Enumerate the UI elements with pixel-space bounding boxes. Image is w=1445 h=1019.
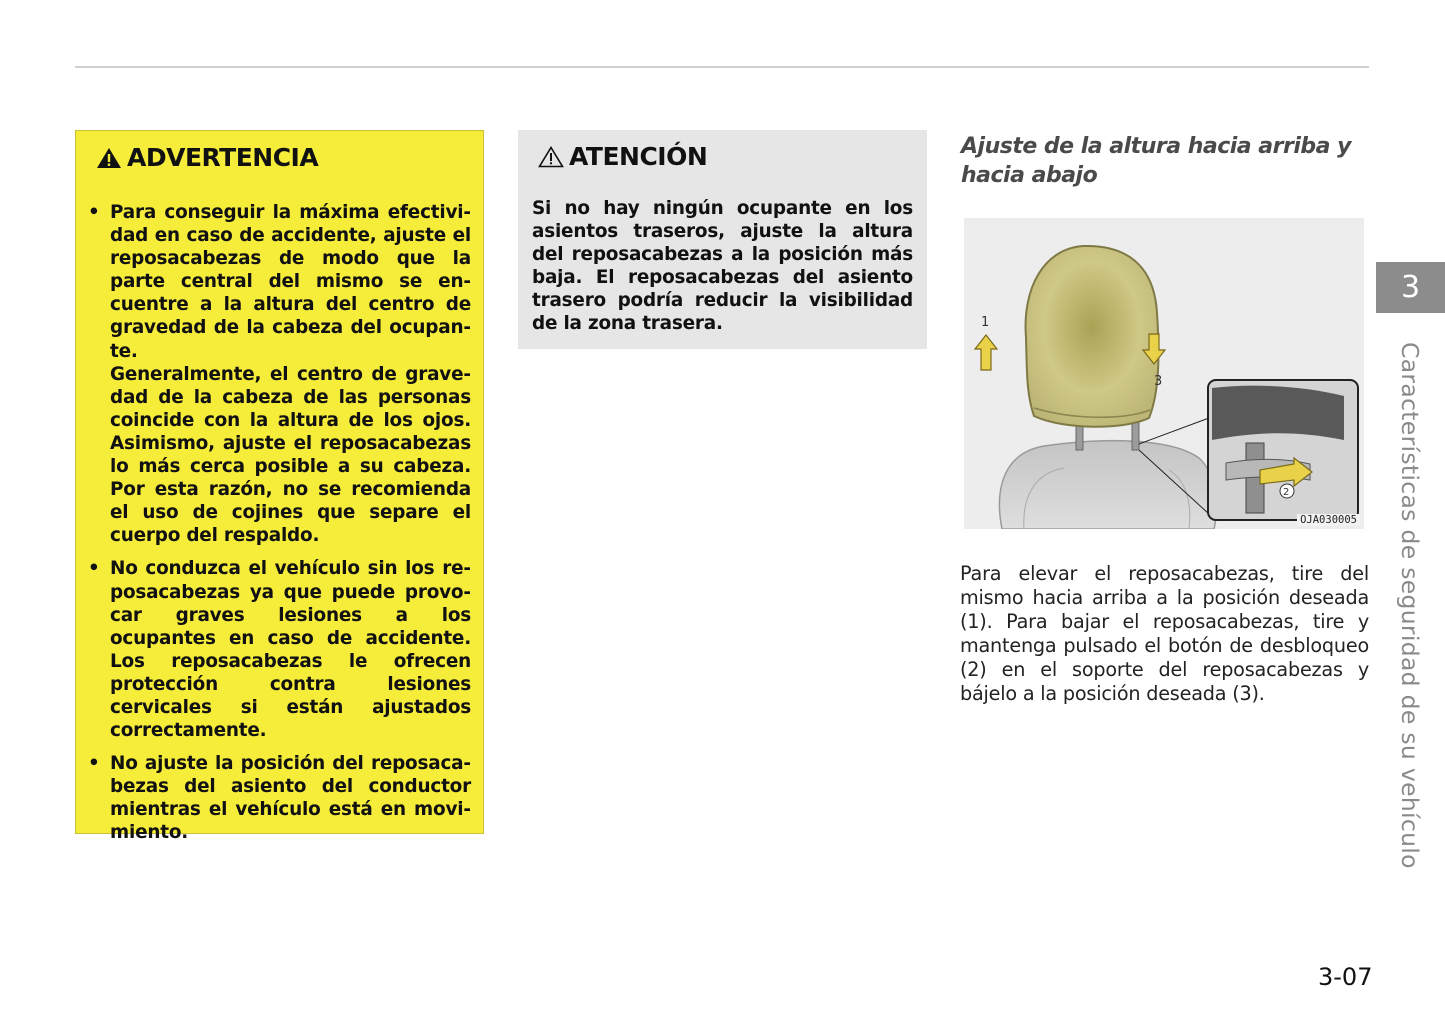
caution-box bbox=[518, 130, 927, 349]
warning-paragraph: Generalmente, el centro de gravedad de la cabeza de las personas coincide con la altura de los ojos. Asimismo, ajuste el reposacabezas lo más cerca posible a su cabeza. Por esta razón, no se recomienda el uso de cojines que separe el cuerpo del respaldo. bbox=[110, 363, 471, 547]
caution-header bbox=[538, 142, 707, 171]
figure-label-3: 3 bbox=[1154, 374, 1163, 389]
figure-label-2: 2 bbox=[1283, 487, 1290, 498]
warning-paragraph: No conduzca el vehículo sin los reposacabezas ya que puede provocar graves lesiones a los ocupantes en caso de accidente. Los reposacabezas le ofrecen protección contra lesiones cervicales si están ajustados correctamente. bbox=[110, 558, 471, 742]
bullet: • bbox=[88, 753, 100, 775]
headrest-figure bbox=[964, 218, 1364, 529]
caution-title: ATENCIÓN bbox=[569, 142, 708, 171]
chapter-number: 3 bbox=[1400, 270, 1421, 305]
headrest-illustration bbox=[964, 218, 1364, 529]
warning-box bbox=[75, 130, 484, 844]
bullet: • bbox=[88, 202, 100, 223]
figure-code: OJA030005 bbox=[1297, 514, 1360, 526]
chapter-title: Características de seguridad de su vehículo bbox=[1396, 342, 1424, 869]
warning-triangle-icon bbox=[96, 147, 122, 169]
warning-item bbox=[88, 752, 471, 844]
warning-paragraph: No ajuste la posición del reposacabezas del asiento del conductor mientras el vehículo está en movimiento. bbox=[110, 753, 471, 844]
caution-triangle-icon bbox=[538, 146, 564, 168]
warning-title: ADVERTENCIA bbox=[127, 143, 319, 172]
page-number: 3-07 bbox=[1318, 963, 1373, 991]
body-text: Para elevar el reposacabezas, tire del mismo hacia arriba a la posición deseada (1). Para bajar el reposacabezas, tire y mantenga pulsado el botón de desbloqueo (2) en el soporte del reposacabezas y bájelo a la posición deseada (3). bbox=[960, 562, 1369, 705]
figure-label-1: 1 bbox=[981, 315, 990, 330]
bullet: • bbox=[88, 558, 100, 580]
warning-item bbox=[88, 201, 471, 547]
warning-paragraph: Para conseguir la máxima efectividad en caso de accidente, ajuste el reposacabezas de modo que la parte central del mismo se encuentre a la altura del centro de gravedad de la cabeza del ocupante. bbox=[110, 202, 471, 362]
section-title: Ajuste de la altura hacia arriba y hacia abajo bbox=[961, 134, 1351, 188]
header-rule bbox=[75, 66, 1369, 68]
warning-list bbox=[88, 201, 471, 855]
chapter-tab bbox=[1376, 262, 1445, 313]
warning-header bbox=[96, 143, 318, 172]
warning-item bbox=[88, 557, 471, 742]
caution-text: Si no hay ningún ocupante en los asientos traseros, ajuste la altura del reposacabezas a la posición más baja. El reposacabezas del asiento trasero podría reducir la visibilidad de la zona trasera. bbox=[532, 198, 913, 335]
